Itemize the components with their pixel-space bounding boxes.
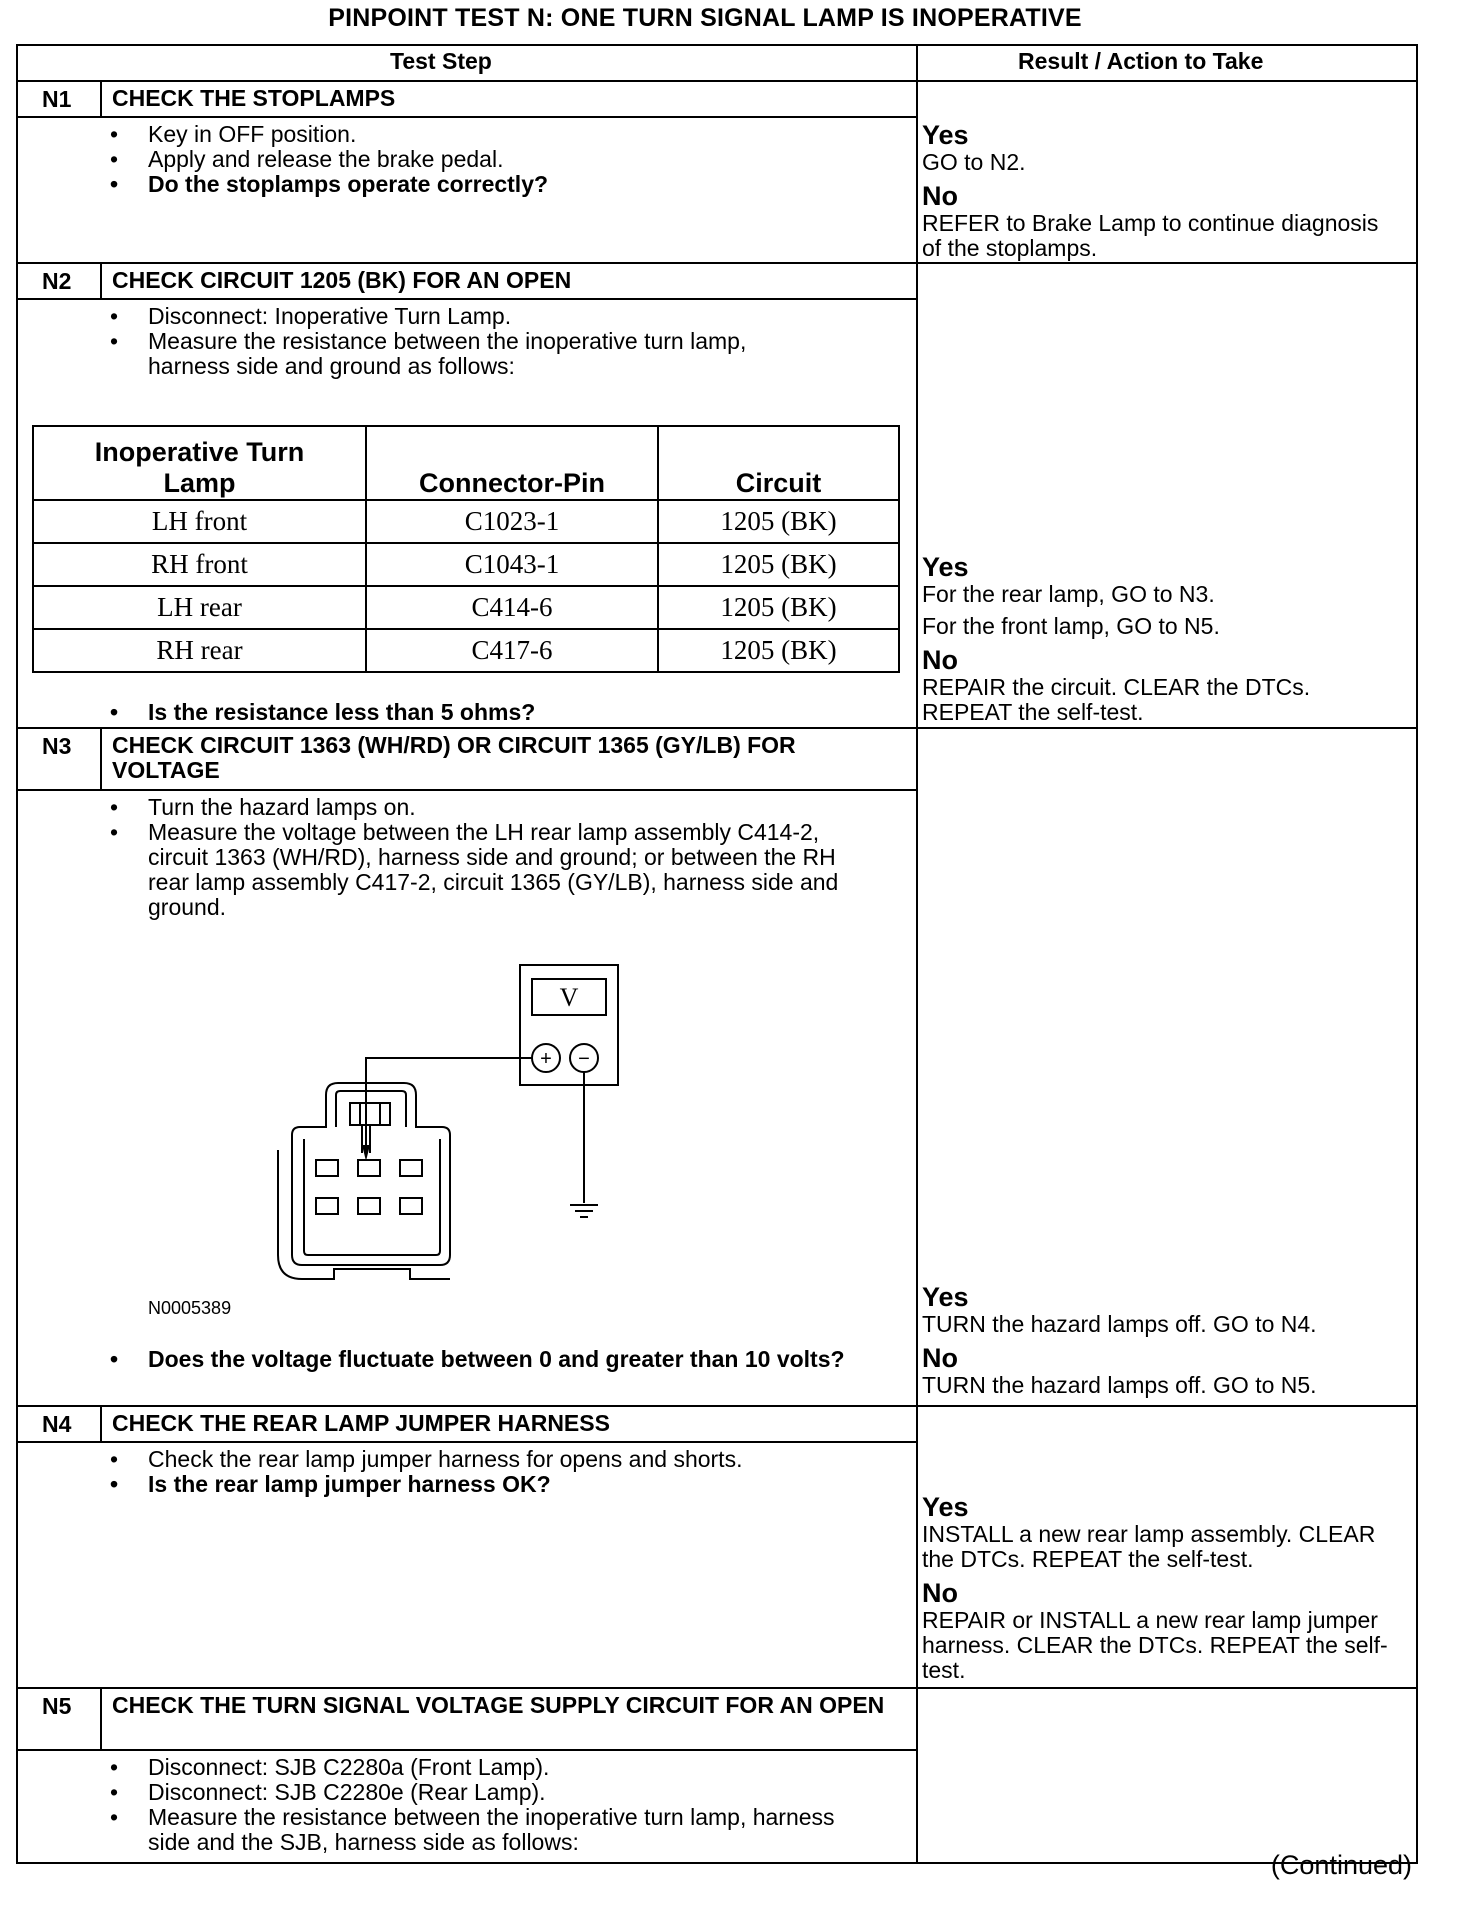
n4-title-divider bbox=[16, 1441, 916, 1443]
step-title-n4: CHECK THE REAR LAMP JUMPER HARNESS bbox=[112, 1410, 610, 1436]
n3-title-divider bbox=[16, 789, 916, 791]
step-title-n1: CHECK THE STOPLAMPS bbox=[112, 85, 396, 111]
no-text: REPAIR or INSTALL a new rear lamp jumper harness. CLEAR the DTCs. REPEAT the self-test. bbox=[922, 1607, 1388, 1683]
n4-bottom bbox=[16, 1687, 1418, 1689]
step-bullets-n2 bbox=[110, 304, 830, 379]
table-row bbox=[33, 586, 899, 629]
yes-label: Yes bbox=[922, 1282, 969, 1312]
step-id-n4: N4 bbox=[42, 1411, 72, 1437]
table-cell: 1205 (BK) bbox=[658, 543, 899, 586]
n1-bottom bbox=[16, 262, 1418, 264]
col-header: Inoperative Turn Lamp bbox=[33, 426, 366, 500]
step-title-n5: CHECK THE TURN SIGNAL VOLTAGE SUPPLY CIRCUIT FOR AN OPEN bbox=[112, 1692, 885, 1718]
bullet: • Measure the resistance between the inoperative turn lamp, harness side and ground as follows: bbox=[110, 329, 830, 379]
bullet: • Disconnect: SJB C2280a (Front Lamp). bbox=[110, 1755, 840, 1780]
n5-title-divider bbox=[16, 1749, 916, 1751]
bullet: • Apply and release the brake pedal. bbox=[110, 147, 900, 172]
step-bullets-n3 bbox=[110, 795, 840, 920]
table-cell: LH rear bbox=[33, 586, 366, 629]
table-row bbox=[33, 543, 899, 586]
result-n4 bbox=[922, 1492, 1402, 1683]
col-divider-id-n5 bbox=[100, 1689, 102, 1751]
figure-id: N0005389 bbox=[148, 1298, 232, 1318]
step-bullets-n1 bbox=[110, 122, 900, 197]
no-text: REFER to Brake Lamp to continue diagnosis of the stoplamps. bbox=[922, 210, 1379, 261]
result-n1 bbox=[922, 120, 1402, 261]
table-cell: LH front bbox=[33, 500, 366, 543]
no-label: No bbox=[922, 1578, 958, 1608]
step-question-n3 bbox=[110, 1347, 870, 1372]
table-cell: C1043-1 bbox=[366, 543, 658, 586]
col-header: Connector-Pin bbox=[366, 426, 658, 500]
voltmeter-connector-diagram bbox=[270, 955, 630, 1285]
step-title-n2: CHECK CIRCUIT 1205 (BK) FOR AN OPEN bbox=[112, 267, 572, 293]
table-header-row bbox=[33, 426, 899, 500]
step-id-n5: N5 bbox=[42, 1693, 72, 1719]
header-divider bbox=[16, 80, 1418, 82]
bullet: • Check the rear lamp jumper harness for opens and shorts. bbox=[110, 1447, 900, 1472]
col-divider-id-n3 bbox=[100, 729, 102, 791]
bullet: • Disconnect: Inoperative Turn Lamp. bbox=[110, 304, 830, 329]
table-cell: 1205 (BK) bbox=[658, 500, 899, 543]
yes-text-1: For the rear lamp, GO to N3. bbox=[922, 581, 1215, 607]
yes-text: TURN the hazard lamps off. GO to N4. bbox=[922, 1311, 1317, 1337]
yes-label: Yes bbox=[922, 1492, 969, 1522]
table-row bbox=[33, 629, 899, 672]
step-question-n2 bbox=[110, 700, 890, 725]
yes-text: GO to N2. bbox=[922, 149, 1026, 175]
table-cell: 1205 (BK) bbox=[658, 629, 899, 672]
no-label: No bbox=[922, 1343, 958, 1373]
table-cell: RH rear bbox=[33, 629, 366, 672]
resistance-table bbox=[32, 425, 900, 673]
bullet-question: • Does the voltage fluctuate between 0 and greater than 10 volts? bbox=[110, 1347, 870, 1372]
table-cell: C414-6 bbox=[366, 586, 658, 629]
table-cell: C417-6 bbox=[366, 629, 658, 672]
n2-bottom bbox=[16, 727, 1418, 729]
bullet-question: • Is the resistance less than 5 ohms? bbox=[110, 700, 890, 725]
result-n2 bbox=[922, 552, 1402, 725]
yes-label: Yes bbox=[922, 552, 969, 582]
step-bullets-n5 bbox=[110, 1755, 840, 1855]
col-divider-id-n2 bbox=[100, 264, 102, 300]
table-cell: 1205 (BK) bbox=[658, 586, 899, 629]
yes-label: Yes bbox=[922, 120, 969, 150]
step-id-n1: N1 bbox=[42, 86, 72, 112]
bullet: • Measure the resistance between the inoperative turn lamp, harness side and the SJB, harness side as follows: bbox=[110, 1805, 840, 1855]
plus-label: + bbox=[540, 1048, 552, 1070]
bullet: • Turn the hazard lamps on. bbox=[110, 795, 840, 820]
col-divider-id-n4 bbox=[100, 1407, 102, 1443]
page-title: PINPOINT TEST N: ONE TURN SIGNAL LAMP IS INOPERATIVE bbox=[328, 4, 1082, 32]
table-cell: RH front bbox=[33, 543, 366, 586]
step-id-n2: N2 bbox=[42, 268, 72, 294]
minus-label: − bbox=[578, 1048, 590, 1070]
bullet: • Key in OFF position. bbox=[110, 122, 900, 147]
table-row bbox=[33, 500, 899, 543]
col-header: Circuit bbox=[658, 426, 899, 500]
probe-tip bbox=[362, 1145, 370, 1161]
bullet: • Disconnect: SJB C2280e (Rear Lamp). bbox=[110, 1780, 840, 1805]
yes-text: INSTALL a new rear lamp assembly. CLEAR the DTCs. REPEAT the self-test. bbox=[922, 1521, 1376, 1572]
meter-label: V bbox=[559, 983, 579, 1012]
bullet: • Measure the voltage between the LH rear lamp assembly C414-2, circuit 1363 (WH/RD), harness side and ground; or between the RH rear lamp assembly C417-2, circuit 1365 (GY/LB), harness side and ground. bbox=[110, 820, 840, 920]
no-text: TURN the hazard lamps off. GO to N5. bbox=[922, 1372, 1317, 1398]
header-result: Result / Action to Take bbox=[1018, 48, 1264, 74]
n3-bottom bbox=[16, 1405, 1418, 1407]
n1-title-divider bbox=[16, 116, 916, 118]
step-id-n3: N3 bbox=[42, 733, 72, 759]
bullet-question: • Do the stoplamps operate correctly? bbox=[110, 172, 900, 197]
col-divider-id-n1 bbox=[100, 82, 102, 118]
header-test-step: Test Step bbox=[390, 48, 492, 74]
no-text: REPAIR the circuit. CLEAR the DTCs. REPEAT the self-test. bbox=[922, 674, 1311, 725]
col-divider-result bbox=[916, 44, 918, 1864]
n2-title-divider bbox=[16, 298, 916, 300]
no-label: No bbox=[922, 181, 958, 211]
step-bullets-n4 bbox=[110, 1447, 900, 1497]
yes-text-2: For the front lamp, GO to N5. bbox=[922, 613, 1220, 639]
result-n3 bbox=[922, 1282, 1402, 1398]
no-label: No bbox=[922, 645, 958, 675]
table-cell: C1023-1 bbox=[366, 500, 658, 543]
step-title-n3: CHECK CIRCUIT 1363 (WH/RD) OR CIRCUIT 1365 (GY/LB) FOR VOLTAGE bbox=[112, 732, 796, 783]
bullet-question: • Is the rear lamp jumper harness OK? bbox=[110, 1472, 900, 1497]
continued-note: (Continued) bbox=[1270, 1850, 1412, 1880]
